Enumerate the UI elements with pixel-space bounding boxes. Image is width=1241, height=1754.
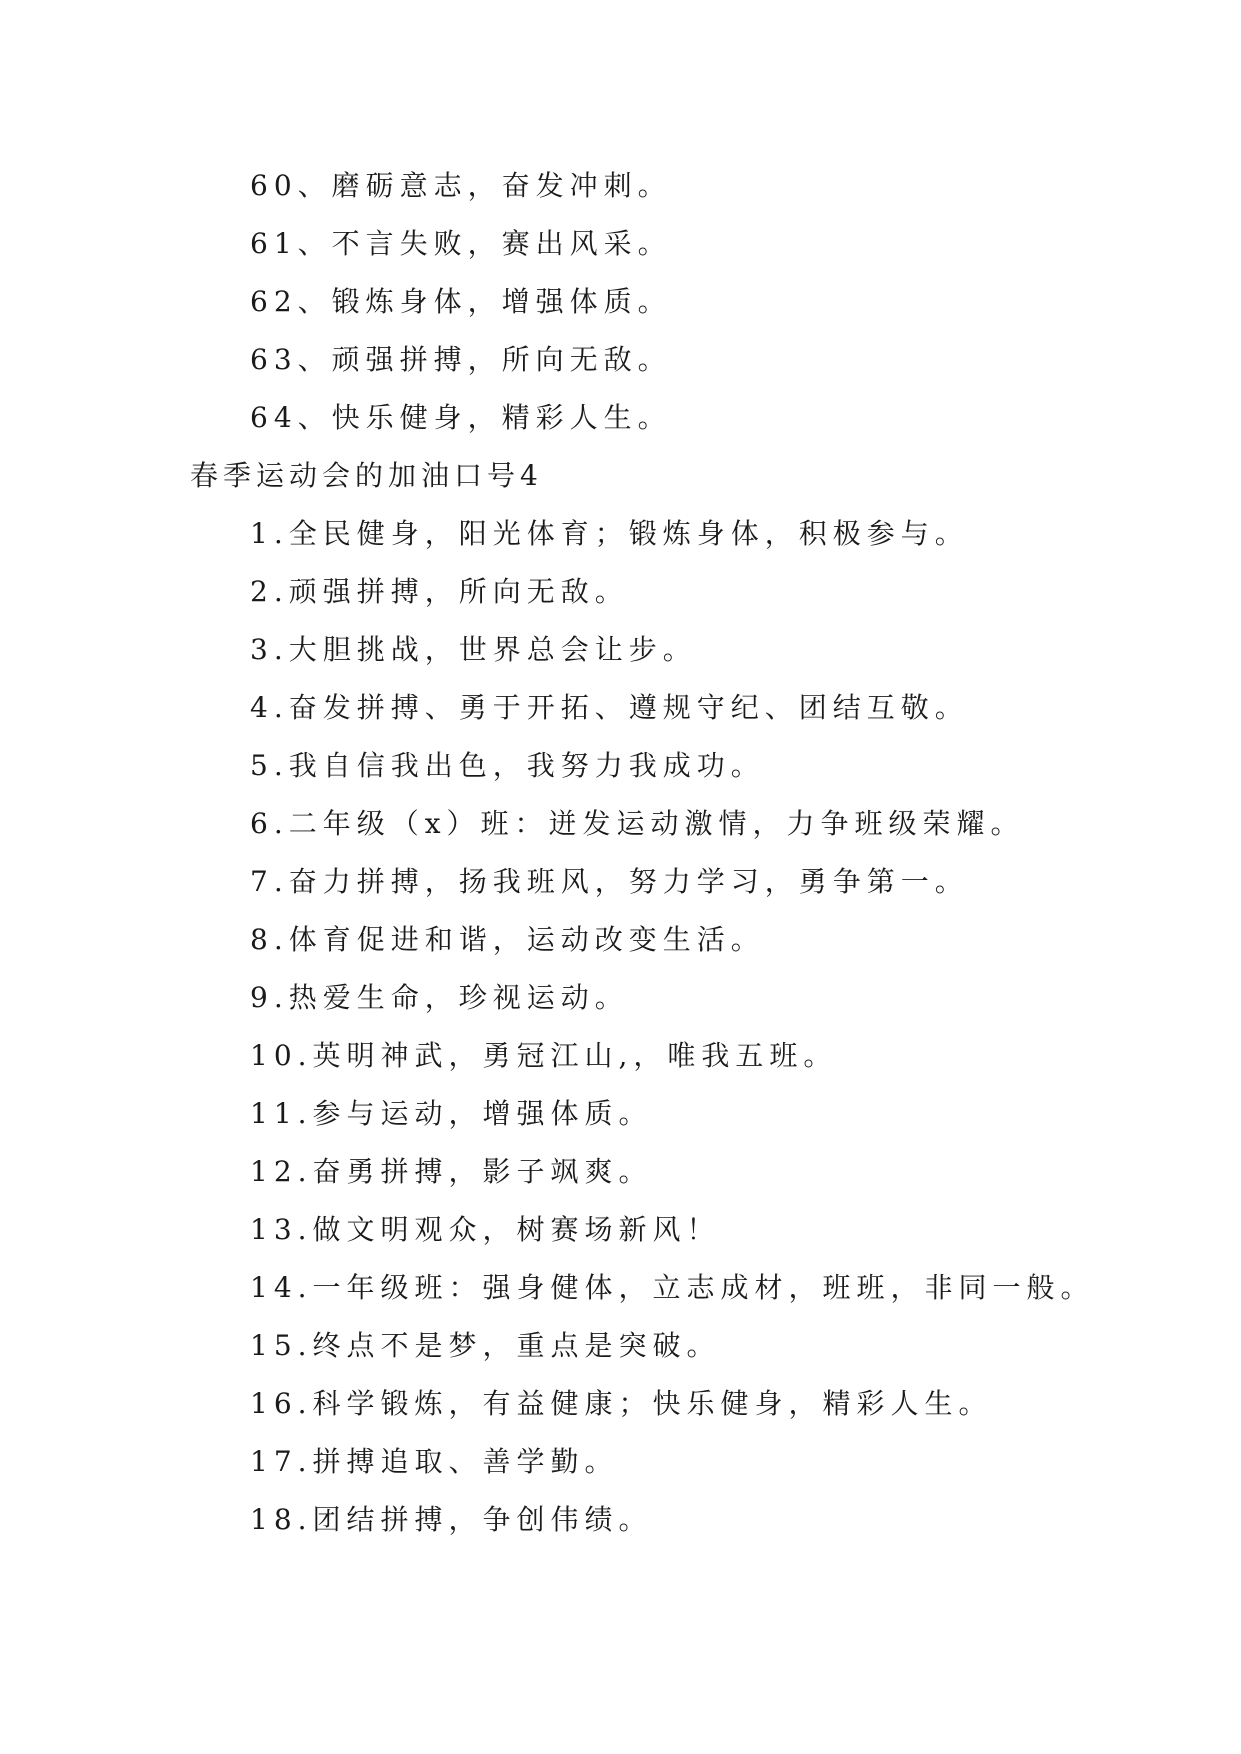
section-title: 春季运动会的加油口号4 [190,459,543,492]
slogan-line: 2.顽强拼搏，所向无敌。 [250,575,629,608]
slogan-line: 16.科学锻炼，有益健康；快乐健身，精彩人生。 [250,1387,993,1420]
slogan-line: 17.拼搏追取、善学勤。 [250,1445,619,1478]
slogan-line: 5.我自信我出色，我努力我成功。 [250,749,765,782]
slogan-line: 14.一年级班：强身健体，立志成材，班班，非同一般。 [250,1271,1095,1304]
slogan-line: 60、磨砺意志，奋发冲刺。 [250,169,672,202]
slogan-line: 18.团结拼搏，争创伟绩。 [250,1503,653,1536]
slogan-line: 10.英明神武，勇冠江山,，唯我五班。 [250,1039,838,1072]
slogan-line: 62、锻炼身体，增强体质。 [250,285,672,318]
slogan-line: 8.体育促进和谐，运动改变生活。 [250,923,765,956]
slogan-line: 1.全民健身，阳光体育；锻炼身体，积极参与。 [250,517,969,550]
slogan-line: 61、不言失败，赛出风采。 [250,227,672,260]
slogan-line: 15.终点不是梦，重点是突破。 [250,1329,721,1362]
slogan-line: 3.大胆挑战，世界总会让步。 [250,633,697,666]
slogan-line: 6.二年级（x）班：迸发运动激情，力争班级荣耀。 [250,807,1025,840]
slogan-line: 63、顽强拼搏，所向无敌。 [250,343,672,376]
slogan-line: 7.奋力拼搏，扬我班风，努力学习，勇争第一。 [250,865,969,898]
slogan-line: 12.奋勇拼搏，影子飒爽。 [250,1155,653,1188]
slogan-line: 64、快乐健身，精彩人生。 [250,401,672,434]
slogan-line: 13.做文明观众，树赛场新风！ [250,1213,721,1246]
slogan-line: 4.奋发拼搏、勇于开拓、遵规守纪、团结互敬。 [250,691,969,724]
slogan-line: 11.参与运动，增强体质。 [250,1097,653,1130]
slogan-line: 9.热爱生命，珍视运动。 [250,981,629,1014]
